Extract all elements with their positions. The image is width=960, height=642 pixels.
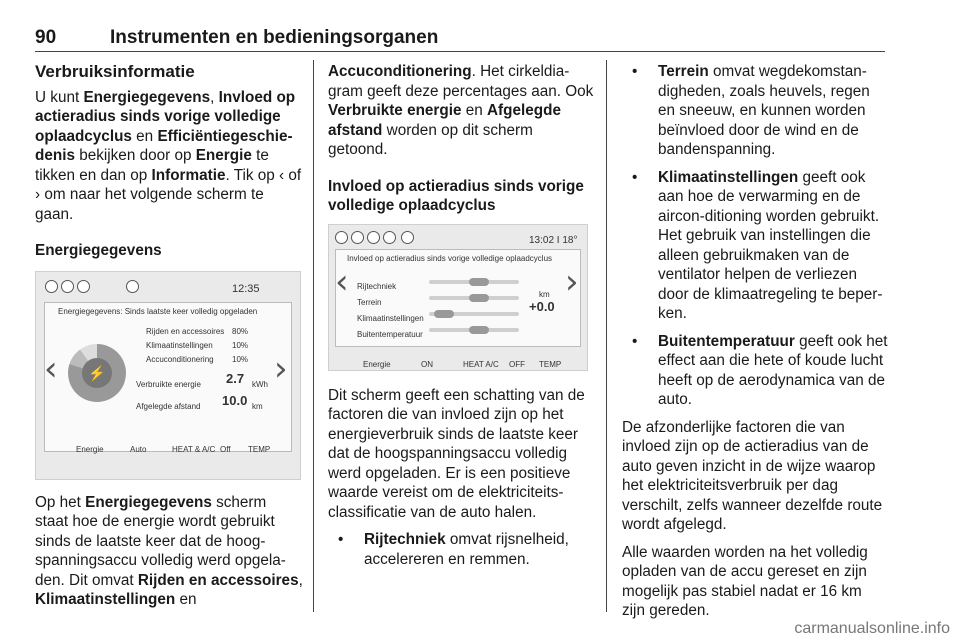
estimate-paragraph: Dit scherm geeft een schatting van de factoren die van invloed zijn op het energieverbruik sinds de laatste keer dat de hoogspanningsaccu volledig werd opgeladen. Er is een positieve waarde vereist om de elektriciteits-classificatie van de auto halen. xyxy=(328,386,585,521)
energy-data-screen-image xyxy=(35,271,301,480)
help-icon xyxy=(401,231,414,244)
chevron-right-icon: › xyxy=(565,261,579,302)
column-1 xyxy=(35,62,303,618)
energy-data-paragraph: Op het Energiegegevens scherm staat hoe de energie wordt gebruikt sinds de laatste keer dat de hoog-spanningsaccu volledig werd opgela-den. Dit omvat Rijden en accessoires, Klimaatinstellingen en xyxy=(35,493,303,608)
watermark: carmanualsonline.info xyxy=(794,620,950,637)
bottom-off-label: Off xyxy=(220,444,231,454)
bottom-on-label: ON xyxy=(421,359,433,369)
chevron-right-icon: › xyxy=(274,348,288,389)
subheading-range-impact: Invloed op actieradius sinds vorige volledige oplaadcyclus xyxy=(328,177,584,214)
screen-time: 13:02 I 18° xyxy=(529,234,578,246)
apps-icon xyxy=(61,280,74,293)
page-number: 90 xyxy=(35,27,57,48)
media-icon xyxy=(77,280,90,293)
bullet-climate: • Klimaatinstellingen geeft ook aan hoe de verwarming en de aircon-ditioning worden gebruikt. Het gebruik van instellingen die alleen gebruikmaken van de ventilator helpen de verliezen door de klimaatregeling te beper-ken. xyxy=(622,168,888,324)
legend-climate: Klimaatinstellingen xyxy=(146,340,213,350)
distance-value: 10.0 xyxy=(222,392,248,408)
column-3 xyxy=(622,62,888,629)
chevron-left-icon: ‹ xyxy=(44,348,58,389)
bottom-heat-label: HEAT A/C xyxy=(463,359,499,369)
bottom-heat-label: HEAT & A/C xyxy=(172,444,216,454)
row-temperature-bar xyxy=(469,326,489,334)
column-2 xyxy=(328,62,594,577)
home-icon xyxy=(45,280,58,293)
bottom-auto-label: Auto xyxy=(130,444,147,454)
delta-unit: km xyxy=(539,289,550,299)
bullet-temperature: • Buitentemperatuur geeft ook het effect aan die hete of koude lucht heeft op de aerodynamica van de auto. xyxy=(622,332,888,410)
home-icon xyxy=(335,231,348,244)
pie-chart xyxy=(68,344,126,402)
screen-title: Invloed op actieradius sinds vorige volledige oplaadcyclus xyxy=(347,253,553,263)
bottom-off-label: OFF xyxy=(509,359,525,369)
bottom-temp-label: TEMP xyxy=(539,359,562,369)
section-heading: Verbruiksinformatie xyxy=(35,62,195,81)
legend-battery: Accuconditionering xyxy=(146,354,214,364)
percent-battery: 10% xyxy=(232,354,249,364)
row-terrain-bar xyxy=(469,294,489,302)
intro-paragraph: U kunt Energiegegevens, Invloed op actieradius sinds vorige volledige oplaadcyclus en Efficiëntiegeschie-denis bekijken door op Energie te tikken en dan op Informatie. Tik op ‹ of › om naar het volgende scherm te gaan. xyxy=(35,88,302,223)
media-icon xyxy=(367,231,380,244)
legend-driving: Rijden en accessoires xyxy=(146,326,225,336)
distance-label: Afgelegde afstand xyxy=(136,401,201,411)
used-energy-unit: kWh xyxy=(252,379,268,389)
chevron-left-icon: ‹ xyxy=(335,261,349,302)
bullet-driving: • Rijtechniek omvat rijsnelheid, accelereren en remmen. xyxy=(328,530,594,569)
phone-icon xyxy=(383,231,396,244)
help-icon xyxy=(126,280,139,293)
screen-time: 12:35 xyxy=(232,282,260,295)
percent-driving: 80% xyxy=(232,326,249,336)
row-driving-bar xyxy=(469,278,489,286)
used-energy-label: Verbruikte energie xyxy=(136,379,201,389)
percent-climate: 10% xyxy=(232,340,249,350)
screen-title: Energiegegevens: Sinds laatste keer volledig opgeladen xyxy=(58,306,258,316)
page-title: Instrumenten en bedieningsorganen xyxy=(110,27,439,48)
bottom-energy-label: Energie xyxy=(76,444,104,454)
range-impact-screen-image xyxy=(328,224,588,371)
bullet-terrain: • Terrein omvat wegdekomstan-digheden, zoals heuvels, regen en sneeuw, en kunnen worden beïnvloed door de wind en de bandenspanning. xyxy=(622,62,888,160)
apps-icon xyxy=(351,231,364,244)
column-divider-1 xyxy=(313,60,314,612)
reset-paragraph: Alle waarden worden na het volledig opladen van de accu gereset en zijn mogelijk pas stabiel nadat er 16 km zijn gereden. xyxy=(622,543,868,619)
row-climate-bar xyxy=(434,310,454,318)
page-header xyxy=(35,27,438,49)
distance-unit: km xyxy=(252,401,263,411)
row-driving-label: Rijtechniek xyxy=(357,281,397,291)
delta-value: +0.0 xyxy=(529,298,555,314)
lightning-icon: ⚡ xyxy=(82,358,112,388)
header-rule xyxy=(35,51,885,52)
battery-paragraph: Accuconditionering. Het cirkeldia-gram geeft deze percentages aan. Ook Verbruikte energie en Afgelegde afstand worden op dit scherm getoond. xyxy=(328,63,594,158)
factors-paragraph: De afzonderlijke factoren die van invloed zijn op de actieradius van de auto geven inzicht in de wijze waarop het elektriciteitsverbruik per dag verschilt, zelfs wanneer dezelfde route wordt afgelegd. xyxy=(622,418,883,533)
bottom-temp-label: TEMP xyxy=(248,444,271,454)
subheading-energy-data: Energiegegevens xyxy=(35,242,162,259)
row-temperature-label: Buitentemperatuur xyxy=(357,329,423,339)
bottom-energy-label: Energie xyxy=(363,359,391,369)
used-energy-value: 2.7 xyxy=(226,370,245,386)
column-divider-2 xyxy=(606,60,607,612)
row-terrain-label: Terrein xyxy=(357,297,382,307)
row-climate-label: Klimaatinstellingen xyxy=(357,313,424,323)
